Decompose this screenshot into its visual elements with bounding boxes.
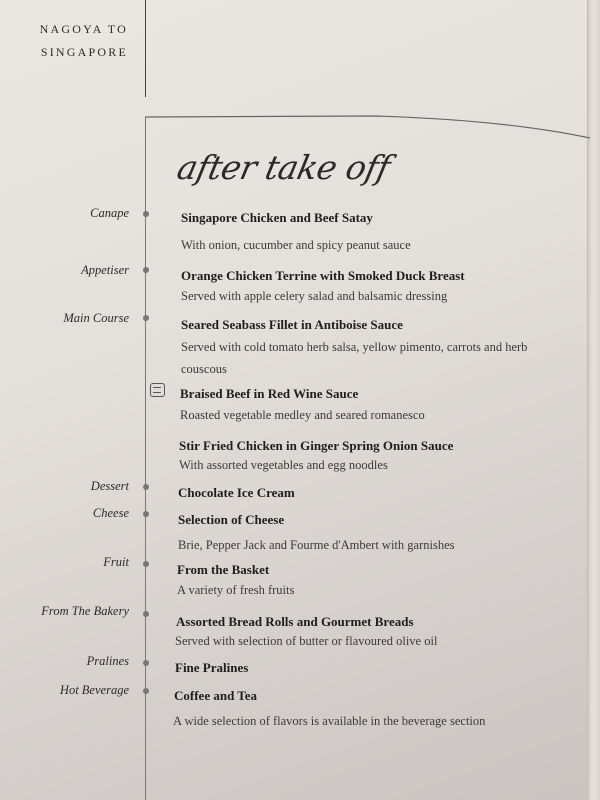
route-origin: NAGOYA TO [39, 22, 128, 36]
dish-name: Chocolate Ice Cream [178, 485, 295, 500]
dish-description: A wide selection of flavors is available in the beverage section [173, 714, 486, 728]
course-label: From The Bakery [41, 604, 129, 618]
timeline-dot [143, 315, 149, 321]
dish-name: Singapore Chicken and Beef Satay [181, 210, 373, 225]
timeline-dot [143, 660, 149, 666]
timeline-line [145, 117, 146, 800]
course-label: Cheese [92, 506, 129, 520]
signature-dish-icon [150, 383, 165, 397]
dish-description: A variety of fresh fruits [177, 583, 295, 597]
dish-name: Stir Fried Chicken in Ginger Spring Onion Sauce [179, 438, 454, 453]
header-curve [145, 110, 595, 140]
course-label: Appetiser [81, 263, 129, 277]
dish-name: From the Basket [177, 562, 270, 577]
route-title [40, 18, 128, 64]
course-label: Main Course [63, 311, 129, 325]
dish-name: Selection of Cheese [178, 512, 285, 527]
dish-description: Served with selection of butter or flavoured olive oil [175, 634, 438, 648]
timeline-dot [143, 267, 149, 273]
timeline-dot [143, 561, 149, 567]
dish-name: Coffee and Tea [174, 688, 258, 703]
timeline-dot [143, 511, 149, 517]
route-destination: SINGAPORE [40, 45, 128, 59]
timeline-dot [143, 211, 149, 217]
course-label: Dessert [90, 479, 129, 493]
timeline-dot [143, 688, 149, 694]
dish-name: Seared Seabass Fillet in Antiboise Sauce [181, 317, 403, 332]
dish-name: Orange Chicken Terrine with Smoked Duck Breast [181, 268, 465, 283]
dish-name: Fine Pralines [175, 660, 249, 675]
dish-description: Brie, Pepper Jack and Fourme d'Ambert with garnishes [178, 538, 455, 552]
divider-line-top [145, 0, 146, 97]
timeline-dot [143, 611, 149, 617]
course-label: Fruit [103, 555, 129, 569]
dish-name: Assorted Bread Rolls and Gourmet Breads [176, 614, 414, 629]
course-label: Canape [90, 206, 129, 220]
dish-name: Braised Beef in Red Wine Sauce [180, 386, 359, 401]
section-heading: after take off [173, 148, 394, 187]
dish-description: Served with cold tomato herb salsa, yellow pimento, carrots and herb couscous [181, 340, 528, 376]
dish-description: Roasted vegetable medley and seared romanesco [180, 408, 425, 422]
dish-description: With onion, cucumber and spicy peanut sauce [181, 238, 411, 252]
timeline-dot [143, 484, 149, 490]
course-label: Hot Beverage [59, 683, 129, 697]
course-label: Pralines [86, 654, 129, 668]
dish-description: Served with apple celery salad and balsamic dressing [181, 289, 448, 303]
dish-description: With assorted vegetables and egg noodles [179, 458, 388, 472]
